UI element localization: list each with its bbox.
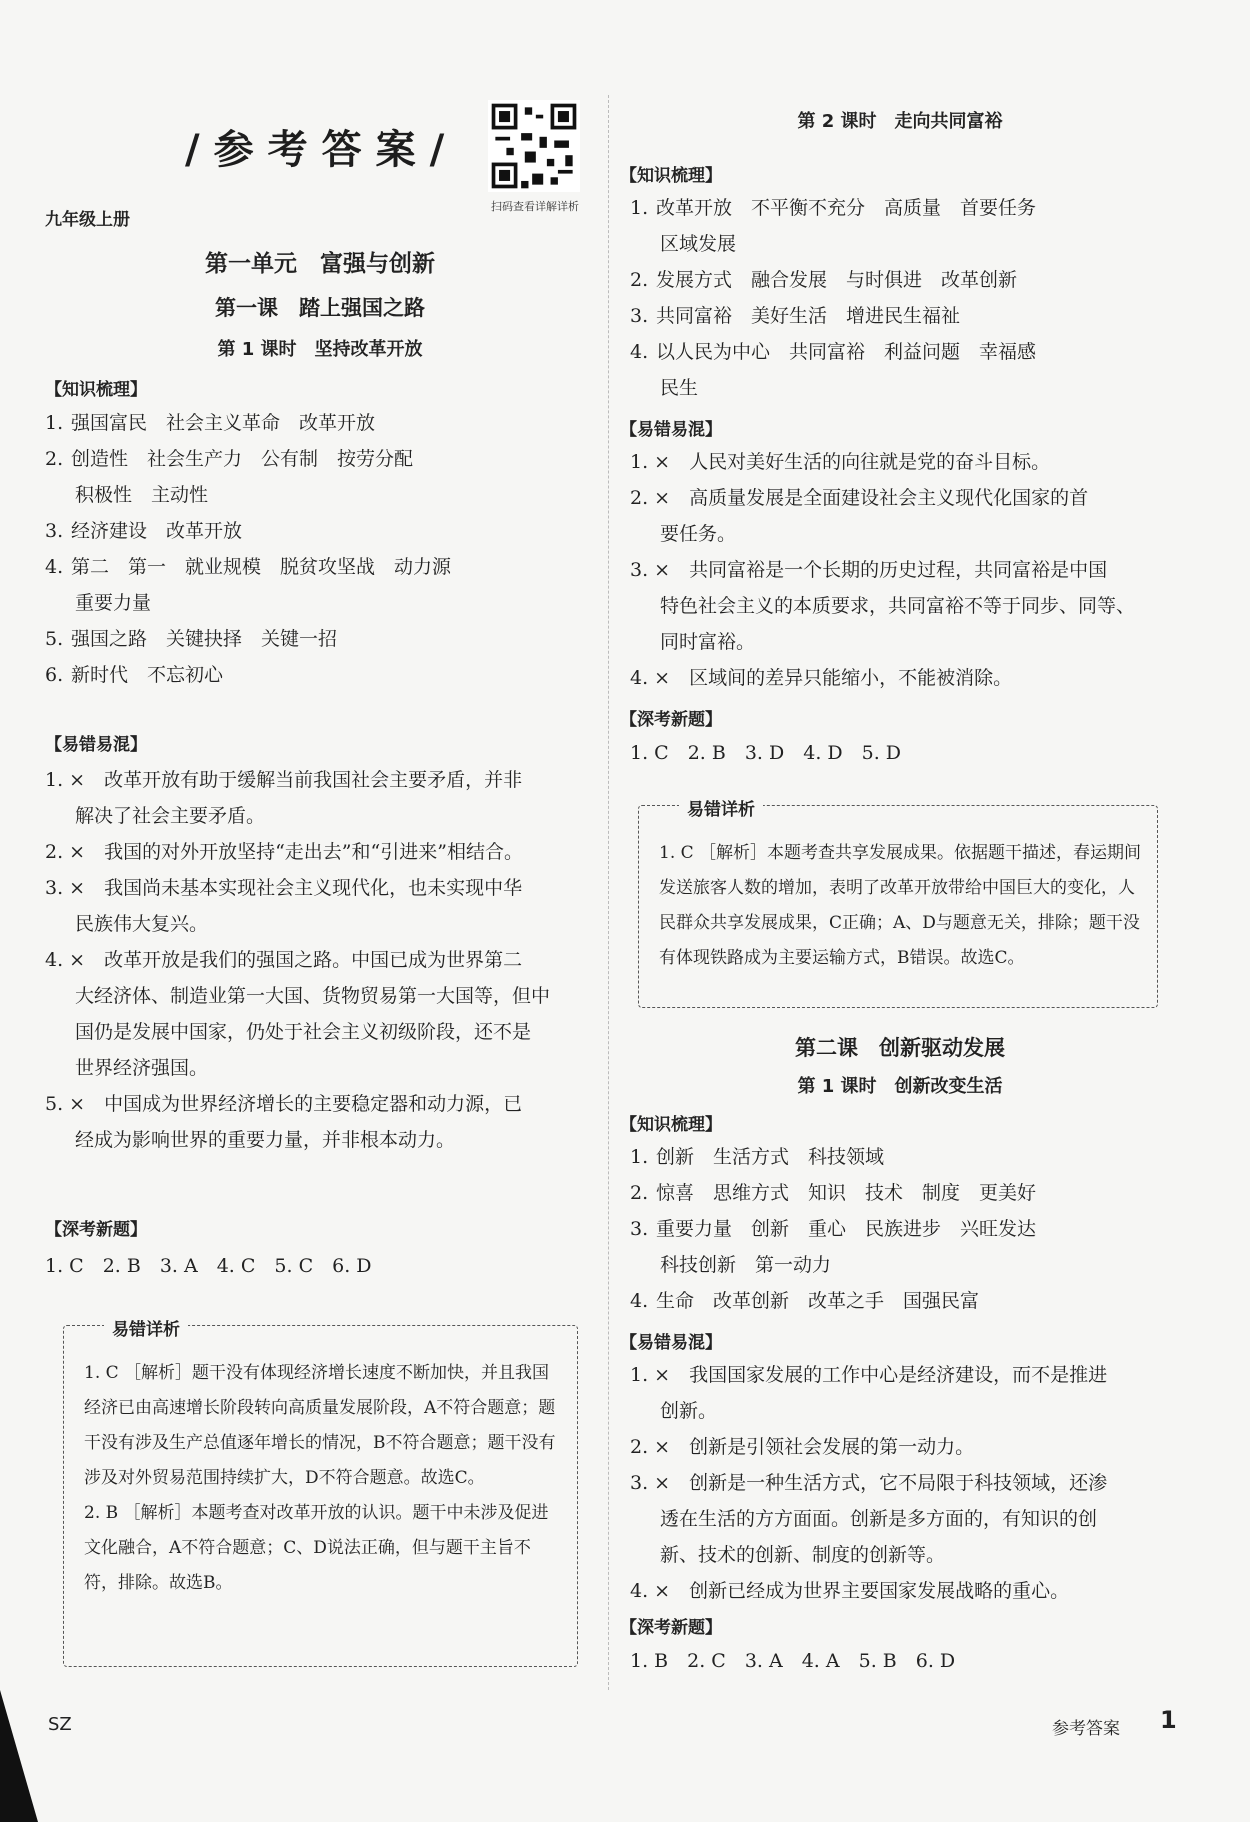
list-item: 创新。 — [660, 1400, 718, 1422]
list-item: 2. 惊喜 思维方式 知识 技术 制度 更美好 — [630, 1182, 1037, 1204]
answers-line: 1. B 2. C 3. A 4. A 5. B 6. D — [630, 1650, 956, 1672]
analysis-paragraph: 1. C ［解析］题干没有体现经济增长速度不断加快，并且我国经济已由高速增长阶段转向高质量发展阶段，A不符合题意；题干没有涉及生产总值逐年增长的情况，B不符合题意；题干没有涉及对外贸易范围持续扩大，D不符合题意。故选C。 — [84, 1363, 556, 1488]
section-new-questions: 【深考新题】 — [45, 1220, 147, 1240]
error-analysis-box — [638, 800, 1158, 1008]
list-item: 4. 第二 第一 就业规模 脱贫攻坚战 动力源 — [45, 556, 452, 578]
knowledge-list — [630, 1139, 1180, 1319]
qr-caption: 扫码查看详解详析 — [491, 200, 579, 213]
column-divider — [608, 95, 609, 1690]
list-item: 1. × 人民对美好生活的向往就是党的奋斗目标。 — [630, 451, 1051, 473]
list-item: 3. × 我国尚未基本实现社会主义现代化，也未实现中华 — [45, 877, 523, 899]
analysis-paragraph: 1. C ［解析］本题考查共享发展成果。依据题干描述，春运期间发送旅客人数的增加，表明了改革开放带给中国巨大的变化，人民群众共享发展成果，C正确；A、D与题意无关，排除；题干没有体现铁路成为主要运输方式，B错误。故选C。 — [659, 843, 1142, 968]
list-item: 区域发展 — [660, 233, 737, 255]
errors-list — [630, 1357, 1180, 1609]
period-heading: 第 1 课时 坚持改革开放 — [217, 339, 423, 360]
list-item: 4. × 创新已经成为世界主要国家发展战略的重心。 — [630, 1580, 1070, 1602]
page-number: 1 — [1160, 1706, 1177, 1734]
lesson-heading: 第一课 踏上强国之路 — [215, 296, 425, 320]
answers-line: 1. C 2. B 3. D 4. D 5. D — [630, 742, 902, 764]
section-errors: 【易错易混】 — [45, 735, 147, 755]
section-errors: 【易错易混】 — [620, 420, 722, 440]
list-item: 民族伟大复兴。 — [75, 913, 209, 935]
list-item: 1. 改革开放 不平衡不充分 高质量 首要任务 — [630, 197, 1037, 219]
list-item: 3. × 创新是一种生活方式，它不局限于科技领域，还渗 — [630, 1472, 1108, 1494]
list-item: 6. 新时代 不忘初心 — [45, 664, 224, 686]
list-item: 要任务。 — [660, 523, 737, 545]
list-item: 经成为影响世界的重要力量，并非根本动力。 — [75, 1129, 456, 1151]
unit-heading: 第一单元 富强与创新 — [205, 251, 435, 277]
section-knowledge: 【知识梳理】 — [45, 380, 147, 400]
period-heading: 第 1 课时 创新改变生活 — [797, 1076, 1003, 1097]
section-errors: 【易错易混】 — [620, 1333, 722, 1353]
section-new-questions: 【深考新题】 — [620, 1618, 722, 1638]
list-item: 新、技术的创新、制度的创新等。 — [660, 1544, 946, 1566]
list-item: 4. 生命 改革创新 改革之手 国强民富 — [630, 1290, 980, 1312]
list-item: 特色社会主义的本质要求，共同富裕不等于同步、同等、 — [660, 595, 1136, 617]
list-item: 3. 共同富裕 美好生活 增进民生福祉 — [630, 305, 961, 327]
analysis-paragraph: 2. B ［解析］本题考查对改革开放的认识。题干中未涉及促进文化融合，A不符合题意；C、D说法正确，但与题干主旨不符，排除。故选B。 — [84, 1503, 549, 1593]
list-item: 1. × 改革开放有助于缓解当前我国社会主要矛盾，并非 — [45, 769, 523, 791]
list-item: 透在生活的方方面面。创新是多方面的，有知识的创 — [660, 1508, 1098, 1530]
box-label: 易错详析 — [679, 793, 763, 828]
box-label: 易错详析 — [104, 1313, 188, 1348]
list-item: 3. 重要力量 创新 重心 民族进步 兴旺发达 — [630, 1218, 1037, 1240]
qr-code[interactable] — [488, 100, 580, 192]
list-item: 2. × 创新是引领社会发展的第一动力。 — [630, 1436, 975, 1458]
list-item: 4. 以人民为中心 共同富裕 利益问题 幸福感 — [630, 341, 1037, 363]
errors-list — [630, 444, 1180, 696]
lesson-heading: 第二课 创新驱动发展 — [795, 1036, 1005, 1060]
list-item: 重要力量 — [75, 592, 152, 614]
list-item: 国仍是发展中国家，仍处于社会主义初级阶段，还不是 — [75, 1021, 532, 1043]
footer-label: 参考答案 — [1052, 1719, 1120, 1739]
period-heading: 第 2 课时 走向共同富裕 — [797, 111, 1003, 132]
list-item: 2. 发展方式 融合发展 与时俱进 改革创新 — [630, 269, 1018, 291]
section-knowledge: 【知识梳理】 — [620, 166, 722, 186]
list-item: 4. × 区域间的差异只能缩小，不能被消除。 — [630, 667, 1013, 689]
list-item: 世界经济强国。 — [75, 1057, 209, 1079]
section-knowledge: 【知识梳理】 — [620, 1115, 722, 1135]
list-item: 2. × 我国的对外开放坚持“走出去”和“引进来”相结合。 — [45, 841, 523, 863]
list-item: 民生 — [660, 377, 699, 399]
list-item: 2. × 高质量发展是全面建设社会主义现代化国家的首 — [630, 487, 1089, 509]
list-item: 3. × 共同富裕是一个长期的历史过程，共同富裕是中国 — [630, 559, 1108, 581]
list-item: 5. × 中国成为世界经济增长的主要稳定器和动力源，已 — [45, 1093, 523, 1115]
list-item: 科技创新 第一动力 — [660, 1254, 832, 1276]
answer-title: /参考答案/ — [185, 127, 459, 173]
list-item: 同时富裕。 — [660, 631, 756, 653]
list-item: 2. 创造性 社会生产力 公有制 按劳分配 — [45, 448, 414, 470]
footer-code: SZ — [48, 1714, 72, 1735]
list-item: 1. 创新 生活方式 科技领域 — [630, 1146, 885, 1168]
list-item: 4. × 改革开放是我们的强国之路。中国已成为世界第二 — [45, 949, 523, 971]
list-item: 积极性 主动性 — [75, 484, 209, 506]
corner-decoration — [0, 1690, 38, 1822]
list-item: 1. × 我国国家发展的工作中心是经济建设，而不是推进 — [630, 1364, 1108, 1386]
answers-line: 1. C 2. B 3. A 4. C 5. C 6. D — [45, 1255, 372, 1277]
list-item: 3. 经济建设 改革开放 — [45, 520, 243, 542]
list-item: 大经济体、制造业第一大国、货物贸易第一大国等，但中 — [75, 985, 551, 1007]
errors-list — [45, 762, 595, 1158]
list-item: 5. 强国之路 关键抉择 关键一招 — [45, 628, 338, 650]
error-analysis-box — [63, 1320, 578, 1667]
knowledge-list — [45, 405, 595, 693]
list-item: 解决了社会主要矛盾。 — [75, 805, 266, 827]
section-new-questions: 【深考新题】 — [620, 710, 722, 730]
grade-label: 九年级上册 — [45, 210, 130, 230]
list-item: 1. 强国富民 社会主义革命 改革开放 — [45, 412, 376, 434]
knowledge-list — [630, 190, 1180, 406]
